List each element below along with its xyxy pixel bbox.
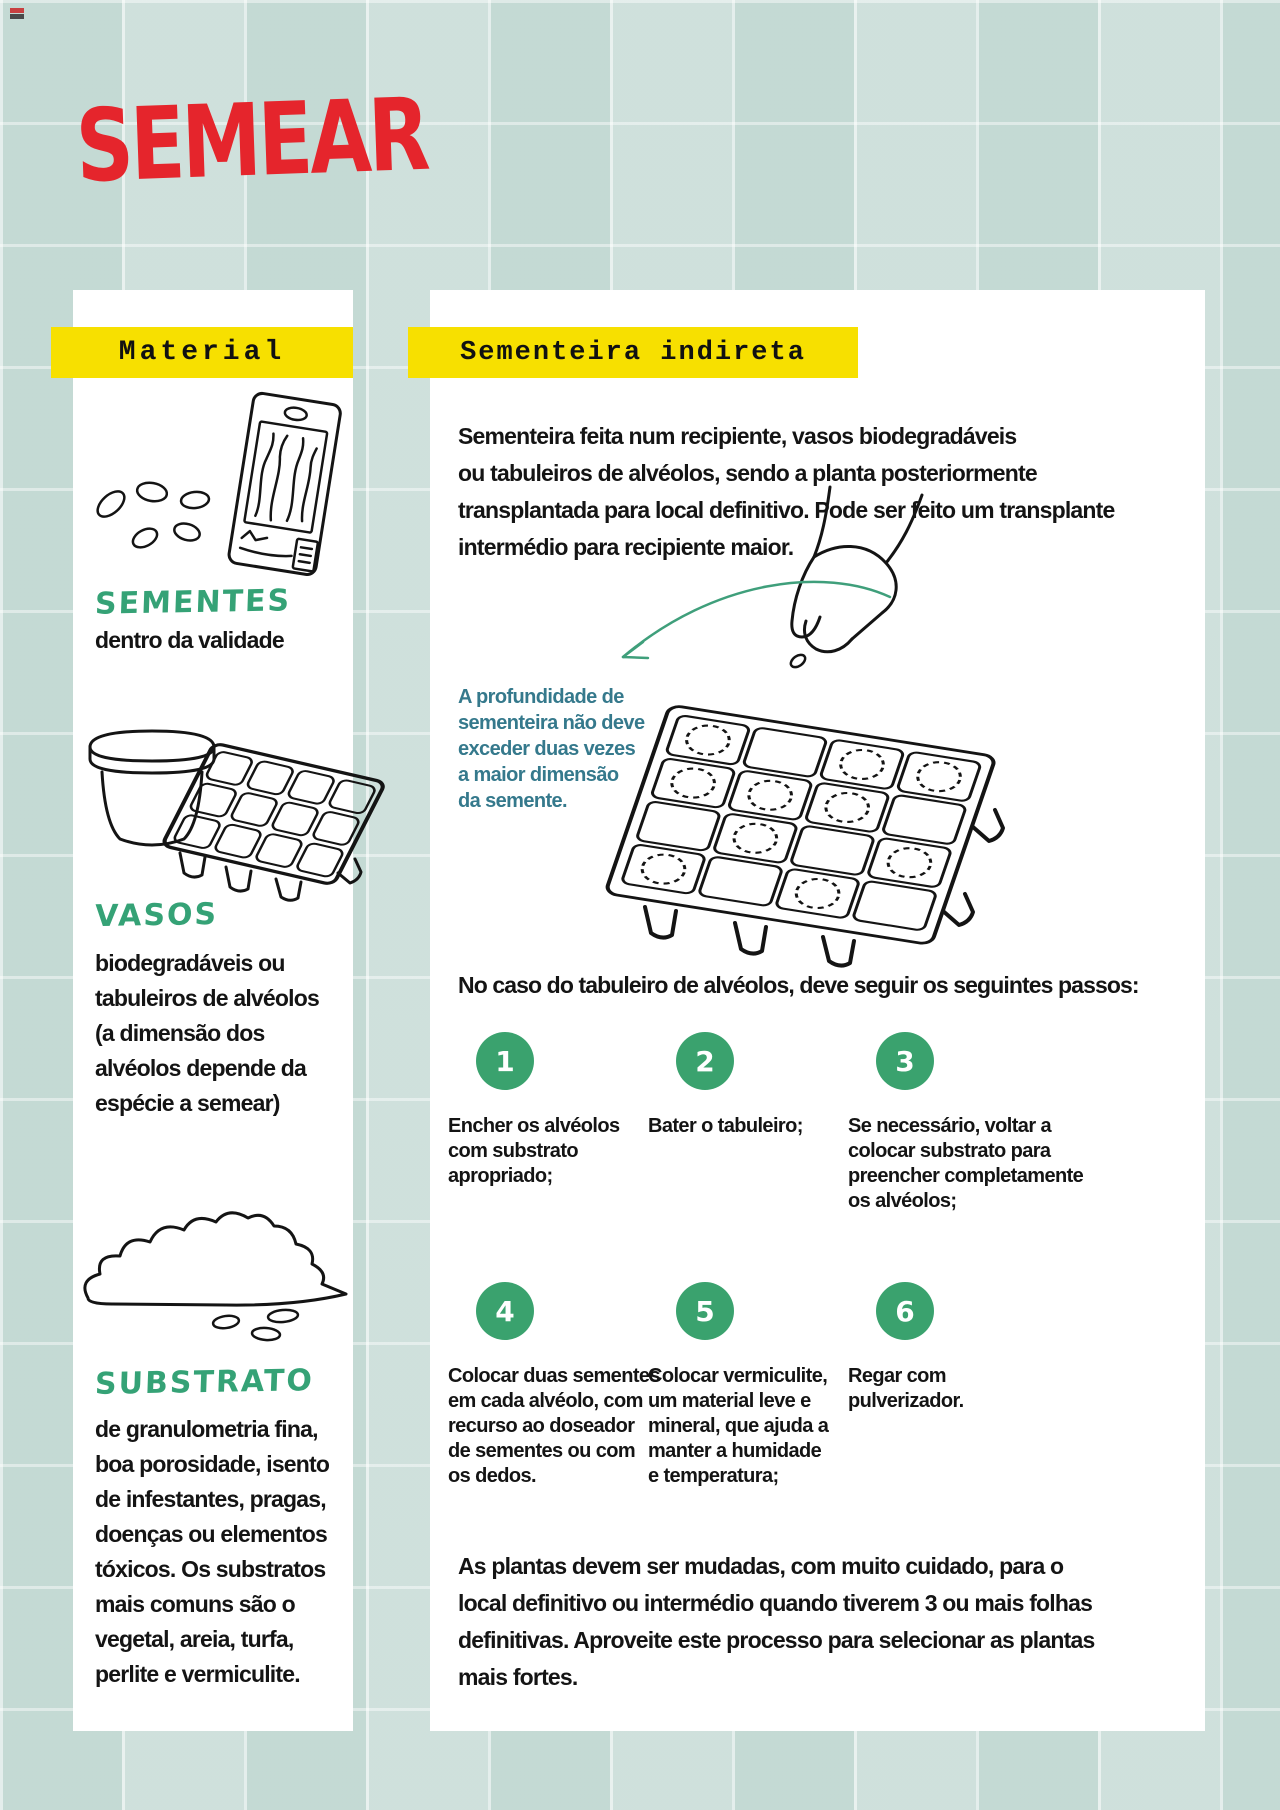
- pot-icon: [90, 731, 214, 845]
- hand-sowing-illustration: [575, 475, 1045, 975]
- step-6-text: Regar com pulverizador.: [848, 1365, 964, 1412]
- step-3-text: Se necessário, voltar a colocar substrato para preencher completamente os alvéolos;: [848, 1115, 1084, 1212]
- step-1-text: Encher os alvéolos com substrato apropriado;: [448, 1115, 620, 1187]
- step-4-text: Colocar duas sementes em cada alvéolo, com recurso ao doseador de sementes ou com os dedos.: [448, 1365, 660, 1487]
- material-header: Material: [51, 327, 353, 378]
- seeds-and-packet-illustration: [85, 392, 350, 582]
- step-2: [648, 1032, 863, 1139]
- depth-callout: A profundidade de sementeira não deve exceder duas vezes a maior dimensão da semente.: [458, 686, 645, 812]
- sementes-heading: SEMENTES: [94, 583, 292, 622]
- vasos-body: biodegradáveis ou tabuleiros de alvéolos (a dimensão dos alvéolos depende da espécie a semear): [95, 950, 319, 1116]
- step-5-number-badge: 5: [676, 1282, 734, 1340]
- step-2-text: Bater o tabuleiro;: [648, 1115, 803, 1137]
- sementes-body: dentro da validade: [95, 627, 284, 653]
- outro-paragraph: As plantas devem ser mudadas, com muito cuidado, para o local definitivo ou intermédio quando tiverem 3 ou mais folhas definitivas. Aproveite este processo para selecionar as plantas mais fortes.: [458, 1553, 1095, 1690]
- step-3-number-badge: 3: [876, 1032, 934, 1090]
- sementeira-header: Sementeira indireta: [408, 327, 858, 378]
- hand-icon: [789, 487, 922, 670]
- steps-heading: No caso do tabuleiro de alvéolos, deve seguir os seguintes passos:: [458, 972, 1139, 998]
- vasos-heading: VASOS: [94, 896, 219, 935]
- seed-packet-icon: [228, 392, 342, 576]
- step-6-number-badge: 6: [876, 1282, 934, 1340]
- page-title: SEMEAR: [73, 75, 429, 205]
- pot-and-tray-illustration: [76, 715, 351, 915]
- intro-paragraph: Sementeira feita num recipiente, vasos biodegradáveis ou tabuleiros de alvéolos, sendo a planta posteriormente transplantada para local definitivo. Pode ser feito um transplante intermédio para recipiente maior.: [458, 423, 1115, 560]
- seed-icon: [93, 481, 210, 552]
- callout-arrow-icon: [623, 582, 890, 658]
- substrate-pile-illustration: [76, 1192, 351, 1347]
- step-2-number-badge: 2: [676, 1032, 734, 1090]
- substrato-body: de granulometria fina, boa porosidade, isento de infestantes, pragas, doenças ou elementos tóxicos. Os substratos mais comuns são o vegetal, areia, turfa, perlite e vermiculite.: [95, 1416, 330, 1687]
- step-3: [848, 1032, 1084, 1214]
- step-5: [648, 1282, 863, 1489]
- step-4-number-badge: 4: [476, 1282, 534, 1340]
- step-5-text: Colocar vermiculite, um material leve e mineral, que ajuda a manter a humidade e temperatura;: [648, 1365, 829, 1487]
- step-1: [448, 1032, 663, 1189]
- seed-tray-icon: [605, 705, 1003, 966]
- substrate-icon: [85, 1213, 346, 1341]
- step-6: [848, 1282, 1063, 1414]
- substrato-heading: SUBSTRATO: [94, 1363, 315, 1402]
- step-4: [448, 1282, 663, 1489]
- step-1-number-badge: 1: [476, 1032, 534, 1090]
- corner-flag-icon: [10, 8, 24, 19]
